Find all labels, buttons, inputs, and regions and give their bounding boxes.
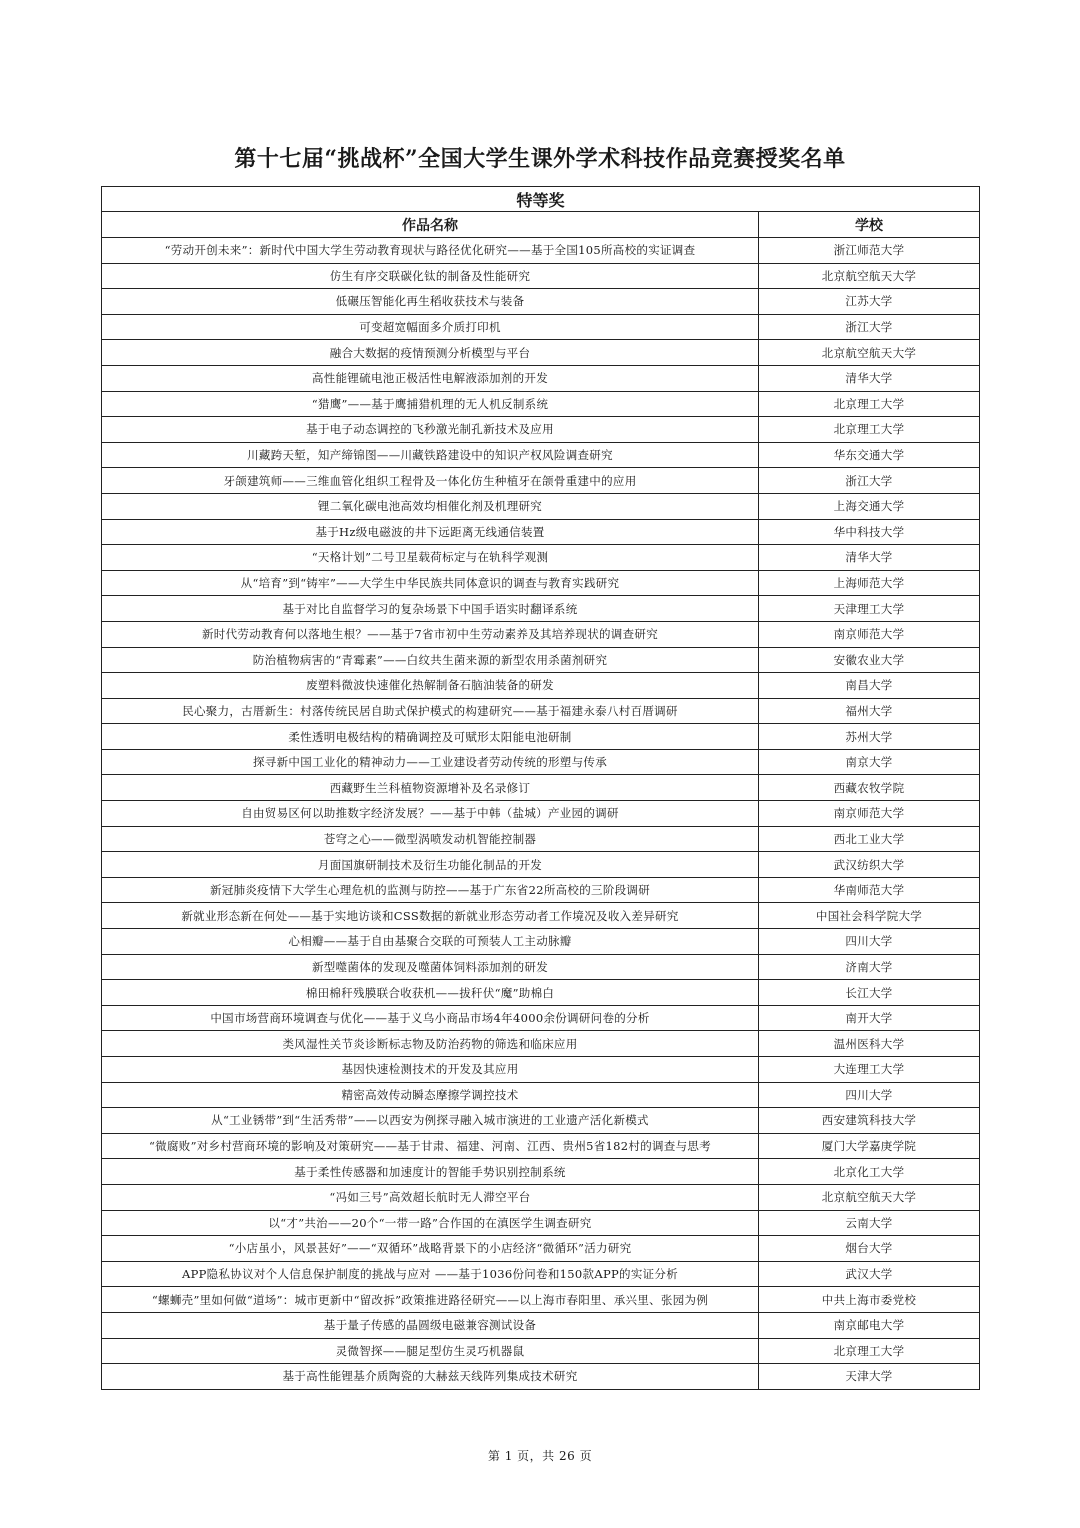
work-title-cell: “猎鹰”——基于鹰捕猎机理的无人机反制系统 <box>102 391 759 417</box>
table-row <box>102 903 980 929</box>
table-row <box>102 1338 980 1364</box>
school-cell: 北京化工大学 <box>759 1159 980 1185</box>
work-title-cell: 棉田棉秆残膜联合收获机——拔秆伏“魔”助棉白 <box>102 980 759 1006</box>
work-title-cell: 灵微智探——腿足型仿生灵巧机器鼠 <box>102 1338 759 1364</box>
work-title-cell: 心相瓣——基于自由基聚合交联的可预装人工主动脉瓣 <box>102 929 759 955</box>
work-title-cell: 基于量子传感的晶圆级电磁兼容测试设备 <box>102 1312 759 1338</box>
school-cell: 北京理工大学 <box>759 417 980 443</box>
work-title-cell: 基于柔性传感器和加速度计的智能手势识别控制系统 <box>102 1159 759 1185</box>
table-row <box>102 673 980 699</box>
school-cell: 西北工业大学 <box>759 826 980 852</box>
school-cell: 云南大学 <box>759 1210 980 1236</box>
work-title-cell: 基于Hz级电磁波的井下远距离无线通信装置 <box>102 519 759 545</box>
school-cell: 长江大学 <box>759 980 980 1006</box>
table-row <box>102 1364 980 1390</box>
school-cell: 济南大学 <box>759 954 980 980</box>
work-title-cell: 月面国旗研制技术及衍生功能化制品的开发 <box>102 852 759 878</box>
work-title-cell: 苍穹之心——微型涡喷发动机智能控制器 <box>102 826 759 852</box>
table-row <box>102 801 980 827</box>
work-title-cell: APP隐私协议对个人信息保护制度的挑战与应对 ——基于1036份问卷和150款APP的实证分析 <box>102 1261 759 1287</box>
page-number: 第 1 页，共 26 页 <box>487 1449 593 1463</box>
work-title-cell: 高性能锂硫电池正极活性电解液添加剂的开发 <box>102 365 759 391</box>
work-title-cell: 从“培育”到“铸牢”——大学生中华民族共同体意识的调查与教育实践研究 <box>102 570 759 596</box>
school-cell: 中国社会科学院大学 <box>759 903 980 929</box>
section-header-row <box>102 187 980 212</box>
school-cell: 北京理工大学 <box>759 1338 980 1364</box>
table-row <box>102 1108 980 1134</box>
school-cell: 南京师范大学 <box>759 621 980 647</box>
table-row <box>102 340 980 366</box>
work-title-cell: “螺蛳壳”里如何做“道场”：城市更新中“留改拆”政策推进路径研究——以上海市春阳里、承兴里、张园为例 <box>102 1287 759 1313</box>
work-title-cell: 废塑料微波快速催化热解制备石脑油装备的研发 <box>102 673 759 699</box>
section-title: 特等奖 <box>102 187 980 212</box>
work-title-cell: 自由贸易区何以助推数字经济发展？——基于中韩（盐城）产业园的调研 <box>102 801 759 827</box>
school-cell: 南京大学 <box>759 749 980 775</box>
column-header-school: 学校 <box>759 212 980 238</box>
school-cell: 江苏大学 <box>759 289 980 315</box>
table-body <box>102 238 980 1390</box>
school-cell: 烟台大学 <box>759 1236 980 1262</box>
table-row <box>102 263 980 289</box>
work-title-cell: 西藏野生兰科植物资源增补及名录修订 <box>102 775 759 801</box>
school-cell: 西藏农牧学院 <box>759 775 980 801</box>
school-cell: 武汉纺织大学 <box>759 852 980 878</box>
table-row <box>102 1312 980 1338</box>
table-row <box>102 1057 980 1083</box>
table-row <box>102 1159 980 1185</box>
school-cell: 清华大学 <box>759 545 980 571</box>
school-cell: 北京航空航天大学 <box>759 263 980 289</box>
school-cell: 武汉大学 <box>759 1261 980 1287</box>
work-title-cell: 川藏跨天堑，知产缔锦图——川藏铁路建设中的知识产权风险调查研究 <box>102 442 759 468</box>
table-row <box>102 877 980 903</box>
work-title-cell: 防治植物病害的“青霉素”——白纹共生菌来源的新型农用杀菌剂研究 <box>102 647 759 673</box>
table-row <box>102 596 980 622</box>
school-cell: 安徽农业大学 <box>759 647 980 673</box>
school-cell: 华中科技大学 <box>759 519 980 545</box>
school-cell: 浙江师范大学 <box>759 238 980 264</box>
work-title-cell: 中国市场营商环境调查与优化——基于义乌小商品市场4年4000余份调研问卷的分析 <box>102 1005 759 1031</box>
table-row <box>102 442 980 468</box>
work-title-cell: 锂二氧化碳电池高效均相催化剂及机理研究 <box>102 493 759 519</box>
school-cell: 大连理工大学 <box>759 1057 980 1083</box>
school-cell: 南开大学 <box>759 1005 980 1031</box>
school-cell: 南京师范大学 <box>759 801 980 827</box>
table-row <box>102 826 980 852</box>
school-cell: 北京理工大学 <box>759 391 980 417</box>
work-title-cell: 基因快速检测技术的开发及其应用 <box>102 1057 759 1083</box>
table-row <box>102 1133 980 1159</box>
work-title-cell: 新时代劳动教育何以落地生根？——基于7省市初中生劳动素养及其培养现状的调查研究 <box>102 621 759 647</box>
work-title-cell: 新型噬菌体的发现及噬菌体饲料添加剂的研发 <box>102 954 759 980</box>
work-title-cell: “天格计划”二号卫星载荷标定与在轨科学观测 <box>102 545 759 571</box>
work-title-cell: 融合大数据的疫情预测分析模型与平台 <box>102 340 759 366</box>
table-row <box>102 1005 980 1031</box>
table-row <box>102 1082 980 1108</box>
school-cell: 苏州大学 <box>759 724 980 750</box>
work-title-cell: 牙颌建筑师——三维血管化组织工程骨及一体化仿生种植牙在颌骨重建中的应用 <box>102 468 759 494</box>
table-row <box>102 775 980 801</box>
school-cell: 天津理工大学 <box>759 596 980 622</box>
work-title-cell: 仿生有序交联碳化钛的制备及性能研究 <box>102 263 759 289</box>
table-row <box>102 1236 980 1262</box>
table-row <box>102 647 980 673</box>
work-title-cell: 新冠肺炎疫情下大学生心理危机的监测与防控——基于广东省22所高校的三阶段调研 <box>102 877 759 903</box>
school-cell: 浙江大学 <box>759 314 980 340</box>
table-row <box>102 749 980 775</box>
table-row <box>102 545 980 571</box>
work-title-cell: 低碾压智能化再生稻收获技术与装备 <box>102 289 759 315</box>
school-cell: 北京航空航天大学 <box>759 340 980 366</box>
school-cell: 北京航空航天大学 <box>759 1184 980 1210</box>
table-row <box>102 698 980 724</box>
table-row <box>102 391 980 417</box>
table-row <box>102 852 980 878</box>
table-row <box>102 980 980 1006</box>
table-row <box>102 1031 980 1057</box>
work-title-cell: 可变超宽幅面多介质打印机 <box>102 314 759 340</box>
work-title-cell: 基于高性能锂基介质陶瓷的大赫兹天线阵列集成技术研究 <box>102 1364 759 1390</box>
column-header-row <box>102 212 980 238</box>
work-title-cell: “冯如三号”高效超长航时无人滞空平台 <box>102 1184 759 1210</box>
table-row <box>102 929 980 955</box>
school-cell: 西安建筑科技大学 <box>759 1108 980 1134</box>
table-row <box>102 493 980 519</box>
table-row <box>102 238 980 264</box>
table-row <box>102 365 980 391</box>
school-cell: 四川大学 <box>759 1082 980 1108</box>
work-title-cell: 类风湿性关节炎诊断标志物及防治药物的筛选和临床应用 <box>102 1031 759 1057</box>
school-cell: 厦门大学嘉庚学院 <box>759 1133 980 1159</box>
table-row <box>102 289 980 315</box>
work-title-cell: “小店虽小，风景甚好”——“双循环”战略背景下的小店经济“微循环”活力研究 <box>102 1236 759 1262</box>
school-cell: 中共上海市委党校 <box>759 1287 980 1313</box>
work-title-cell: 新就业形态新在何处——基于实地访谈和CSS数据的新就业形态劳动者工作境况及收入差异研究 <box>102 903 759 929</box>
work-title-cell: “微腐败”对乡村营商环境的影响及对策研究——基于甘肃、福建、河南、江西、贵州5省182村的调查与思考 <box>102 1133 759 1159</box>
school-cell: 华东交通大学 <box>759 442 980 468</box>
school-cell: 华南师范大学 <box>759 877 980 903</box>
table-row <box>102 519 980 545</box>
school-cell: 浙江大学 <box>759 468 980 494</box>
column-header-work: 作品名称 <box>102 212 759 238</box>
school-cell: 福州大学 <box>759 698 980 724</box>
work-title-cell: “劳动开创未来”：新时代中国大学生劳动教育现状与路径优化研究——基于全国105所高校的实证调查 <box>102 238 759 264</box>
school-cell: 上海师范大学 <box>759 570 980 596</box>
work-title-cell: 探寻新中国工业化的精神动力——工业建设者劳动传统的形塑与传承 <box>102 749 759 775</box>
table-row <box>102 570 980 596</box>
work-title-cell: 柔性透明电极结构的精确调控及可赋形太阳能电池研制 <box>102 724 759 750</box>
table-row <box>102 314 980 340</box>
table-row <box>102 1210 980 1236</box>
table-row <box>102 724 980 750</box>
work-title-cell: 以“才”共治——20个“一带一路”合作国的在滇医学生调查研究 <box>102 1210 759 1236</box>
work-title-cell: 基于电子动态调控的飞秒激光制孔新技术及应用 <box>102 417 759 443</box>
school-cell: 四川大学 <box>759 929 980 955</box>
table-row <box>102 1287 980 1313</box>
work-title-cell: 民心聚力，古厝新生：村落传统民居自助式保护模式的构建研究——基于福建永泰八村百厝调研 <box>102 698 759 724</box>
table-row <box>102 1184 980 1210</box>
school-cell: 清华大学 <box>759 365 980 391</box>
table-row <box>102 1261 980 1287</box>
work-title-cell: 从“工业锈带”到“生活秀带”——以西安为例探寻融入城市演进的工业遗产活化新模式 <box>102 1108 759 1134</box>
school-cell: 温州医科大学 <box>759 1031 980 1057</box>
school-cell: 南昌大学 <box>759 673 980 699</box>
work-title-cell: 基于对比自监督学习的复杂场景下中国手语实时翻译系统 <box>102 596 759 622</box>
table-row <box>102 621 980 647</box>
school-cell: 上海交通大学 <box>759 493 980 519</box>
document-title: 第十七届“挑战杯”全国大学生课外学术科技作品竞赛授奖名单 <box>234 146 846 172</box>
table-row <box>102 468 980 494</box>
work-title-cell: 精密高效传动瞬态摩擦学调控技术 <box>102 1082 759 1108</box>
table-row <box>102 954 980 980</box>
table-row <box>102 417 980 443</box>
school-cell: 天津大学 <box>759 1364 980 1390</box>
school-cell: 南京邮电大学 <box>759 1312 980 1338</box>
award-table <box>101 186 980 1390</box>
